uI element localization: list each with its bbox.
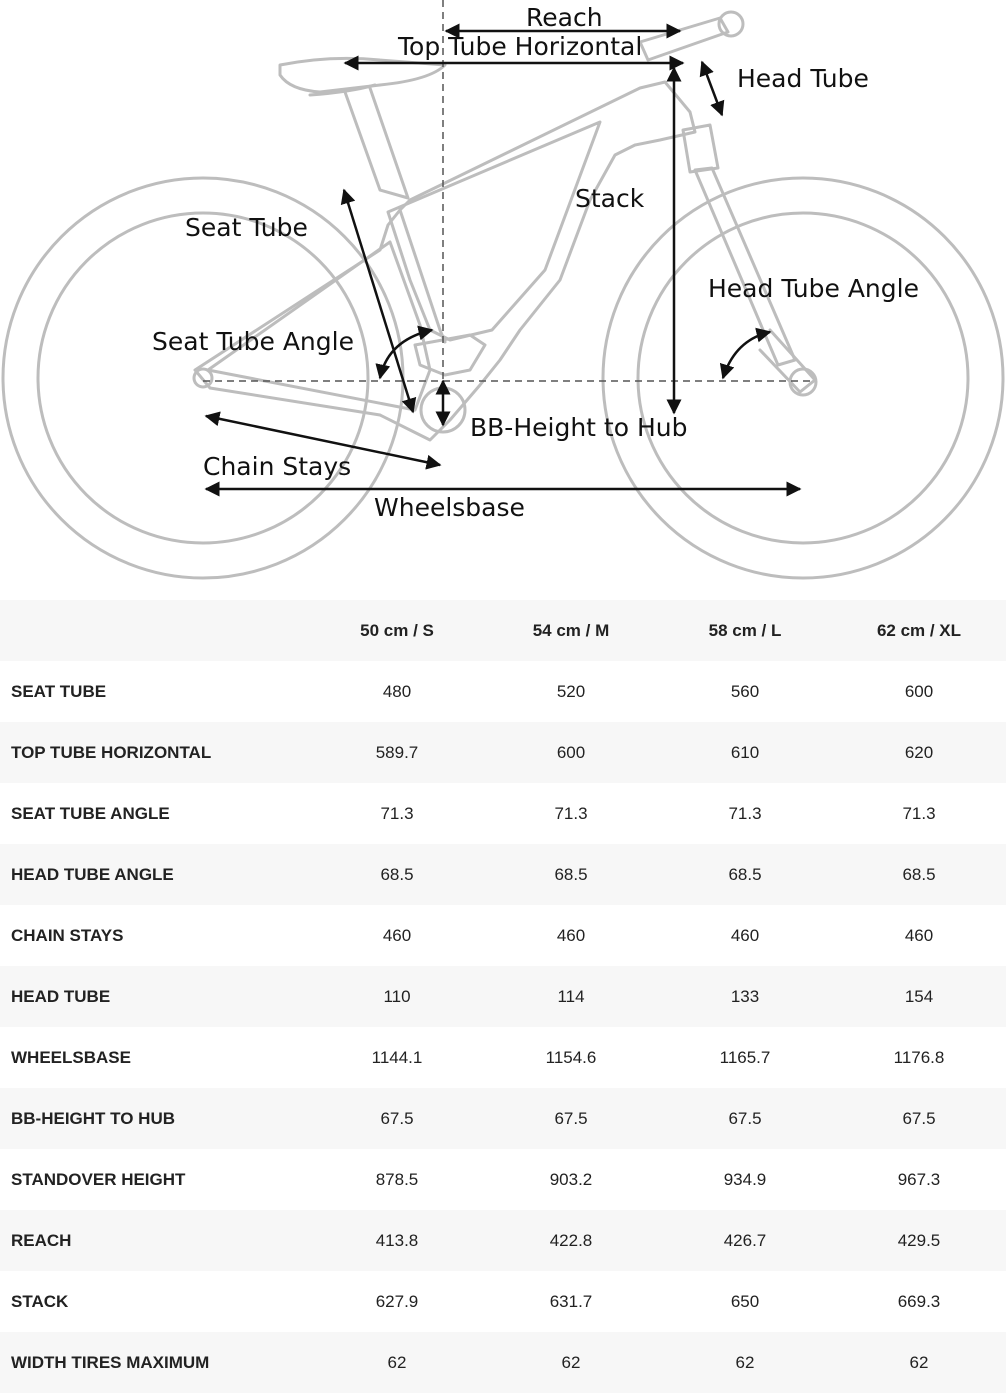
table-cell: 934.9 (723, 1169, 767, 1189)
row-label: CHAIN STAYS (11, 925, 124, 945)
geometry-table (0, 600, 1006, 1393)
table-cell: 967.3 (897, 1169, 941, 1189)
head-tube-arrow (702, 62, 722, 115)
row-label: SEAT TUBE ANGLE (11, 803, 170, 823)
label-head-tube-angle: Head Tube Angle (708, 274, 919, 303)
table-cell: 460 (904, 925, 934, 945)
table-cell: 1144.1 (371, 1047, 423, 1067)
table-cell: 460 (556, 925, 586, 945)
row-label: REACH (0, 1210, 310, 1271)
table-cell: 1176.8 (893, 1047, 945, 1067)
table-cell: 67.5 (310, 1088, 484, 1149)
label-head-tube: Head Tube (737, 64, 869, 93)
table-body (0, 661, 1006, 1393)
table-cell: 67.5 (832, 1088, 1006, 1149)
label-chain-stays: Chain Stays (203, 452, 352, 481)
table-cell: 71.3 (902, 803, 936, 823)
table-cell: 1154.6 (545, 1047, 597, 1067)
label-seat-tube: Seat Tube (185, 213, 308, 242)
table-cell: 903.2 (549, 1169, 593, 1189)
table-row (0, 1332, 1006, 1393)
table-cell: 67.5 (484, 1088, 658, 1149)
table-cell: 110 (310, 966, 484, 1027)
table-cell: 62 (484, 1332, 658, 1393)
table-cell: 68.5 (658, 844, 832, 905)
row-label: WHEELSBASE (11, 1047, 131, 1067)
table-header-row (0, 600, 1006, 661)
table-cell: 631.7 (549, 1291, 593, 1311)
table-cell: 600 (484, 722, 658, 783)
table-cell: 71.3 (380, 803, 414, 823)
table-row (0, 783, 1006, 844)
table-cell: 71.3 (728, 803, 762, 823)
label-stack: Stack (575, 184, 645, 213)
row-label: STANDOVER HEIGHT (11, 1169, 186, 1189)
table-cell: 620 (832, 722, 1006, 783)
table-cell: 62 (310, 1332, 484, 1393)
table-cell: 133 (658, 966, 832, 1027)
table-cell: 460 (730, 925, 760, 945)
table-row (0, 1027, 1006, 1088)
table-row (0, 722, 1006, 783)
front-wheel (603, 178, 1003, 578)
table-cell: 610 (658, 722, 832, 783)
table-cell: 114 (484, 966, 658, 1027)
table-cell: 426.7 (658, 1210, 832, 1271)
row-label: SEAT TUBE (11, 681, 107, 701)
row-label: STACK (11, 1291, 69, 1311)
table-cell: 650 (730, 1291, 760, 1311)
row-label: TOP TUBE HORIZONTAL (0, 722, 310, 783)
table-row (0, 1149, 1006, 1210)
table-cell: 429.5 (832, 1210, 1006, 1271)
table-row (0, 905, 1006, 966)
table-cell: 600 (904, 681, 934, 701)
table-cell: 154 (832, 966, 1006, 1027)
column-header: 54 cm / M (484, 600, 658, 661)
label-bb-height-to-hub: BB-Height to Hub (470, 413, 688, 442)
table-cell: 62 (658, 1332, 832, 1393)
row-label: HEAD TUBE ANGLE (0, 844, 310, 905)
table-cell: 480 (382, 681, 412, 701)
header-empty-cell (0, 600, 310, 661)
table-cell: 669.3 (897, 1291, 941, 1311)
table-row (0, 1088, 1006, 1149)
table-cell: 627.9 (375, 1291, 419, 1311)
column-header: 58 cm / L (658, 600, 832, 661)
table-cell: 68.5 (832, 844, 1006, 905)
table-cell: 1165.7 (719, 1047, 771, 1067)
column-header: 50 cm / S (310, 600, 484, 661)
table-cell: 71.3 (554, 803, 588, 823)
label-wheelsbase: Wheelsbase (374, 493, 525, 522)
label-top-tube-horizontal: Top Tube Horizontal (398, 32, 643, 61)
table-row (0, 1271, 1006, 1332)
row-label: BB-HEIGHT TO HUB (0, 1088, 310, 1149)
row-label: WIDTH TIRES MAXIMUM (0, 1332, 310, 1393)
label-reach: Reach (526, 3, 603, 32)
seat-tube-arrow (344, 190, 413, 412)
table-cell: 68.5 (484, 844, 658, 905)
table-cell: 422.8 (484, 1210, 658, 1271)
label-seat-tube-angle: Seat Tube Angle (152, 327, 354, 356)
table-row (0, 966, 1006, 1027)
table-cell: 67.5 (658, 1088, 832, 1149)
table-cell: 589.7 (310, 722, 484, 783)
bike-geometry-diagram (0, 0, 1006, 595)
table-cell: 68.5 (310, 844, 484, 905)
table-row (0, 661, 1006, 722)
table-cell: 62 (832, 1332, 1006, 1393)
table-cell: 878.5 (375, 1169, 419, 1189)
table-cell: 413.8 (310, 1210, 484, 1271)
table-cell: 520 (556, 681, 586, 701)
row-label: HEAD TUBE (0, 966, 310, 1027)
table-cell: 560 (730, 681, 760, 701)
table-cell: 460 (382, 925, 412, 945)
table-row (0, 844, 1006, 905)
table-row (0, 1210, 1006, 1271)
column-header: 62 cm / XL (832, 600, 1006, 661)
